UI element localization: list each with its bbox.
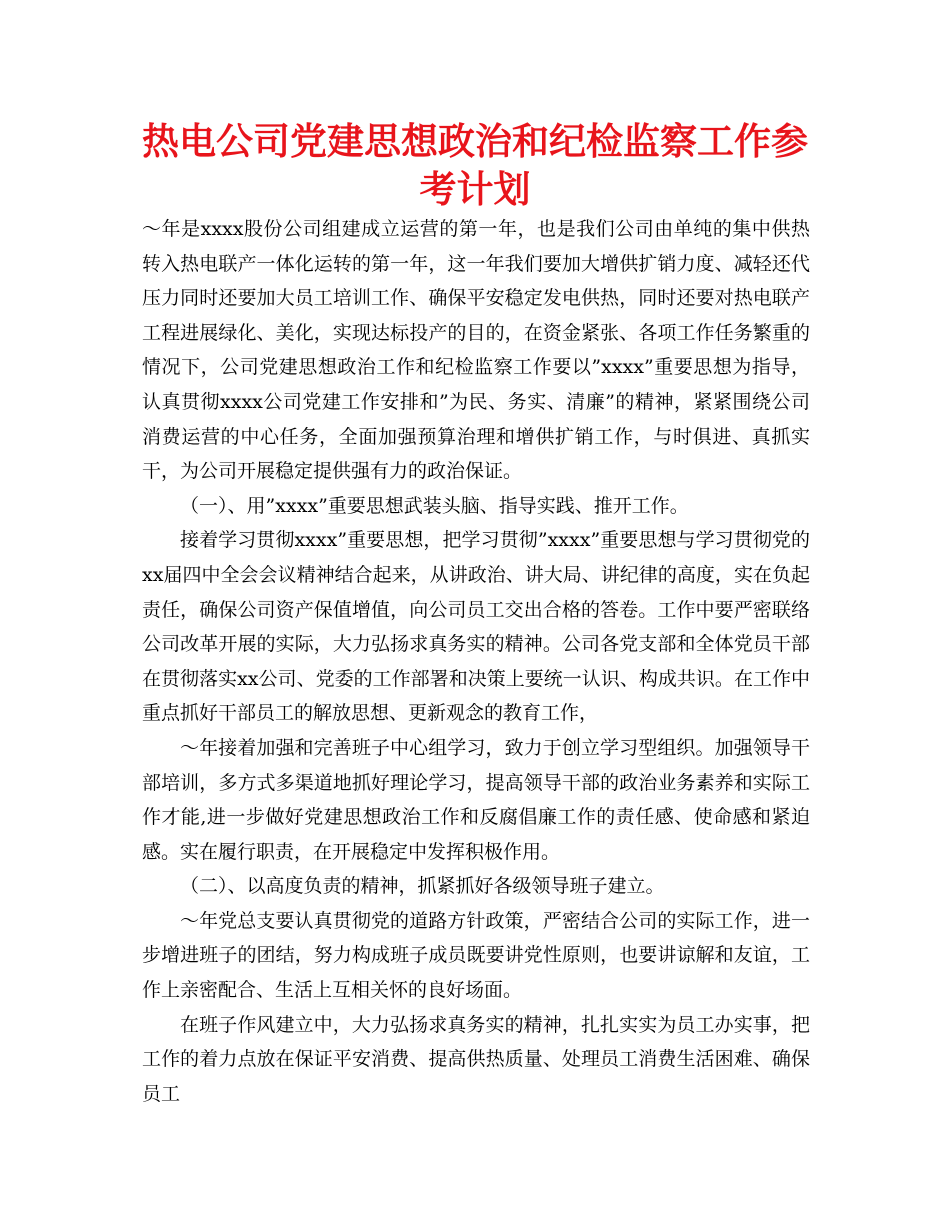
section-heading-2: （二）、以高度负责的精神，抓紧抓好各级领导班子建立。 <box>180 875 665 898</box>
paragraph: ～年接着加强和完善班子中心组学习，致力于创立学习型组织。加强领导干部培训，多方式多渠道地抓好理论学习，提高领导干部的政治业务素养和实际工作才能,进一步做好党建思想政治工作和反腐倡廉工作的责任感、使命感和紧迫感。实在履行职责，在开展稳定中发挥积极作用。 <box>142 736 810 863</box>
paragraph: ～年是xxxx股份公司组建成立运营的第一年，也是我们公司由单纯的集中供热转入热电联产一体化运转的第一年，这一年我们要加大增供扩销力度、减轻还代压力同时还要加大员工培训工作、确保平安稳定发电供热，同时还要对热电联产工程进展绿化、美化，实现达标投产的目的，在资金紧张、各项工作任务繁重的情况下，公司党建思想政治工作和纪检监察工作要以”xxxx”重要思想为指导，认真贯彻xxxx公司党建工作安排和”为民、务实、清廉”的精神，紧紧围绕公司消费运营的中心任务，全面加强预算治理和增供扩销工作，与时俱进、真抓实干，为公司开展稳定提供强有力的政治保证。 <box>142 218 810 483</box>
section-heading-1: （一）、用”xxxx”重要思想武装头脑、指导实践、推开工作。 <box>180 494 689 517</box>
paragraph: 接着学习贯彻xxxx”重要思想，把学习贯彻”xxxx”重要思想与学习贯彻党的xx届四中全会会议精神结合起来，从讲政治、讲大局、讲纪律的高度，实在负起责任，确保公司资产保值增值，向公司员工交出合格的答卷。工作中要严密联络公司改革开展的实际，大力弘扬求真务实的精神。公司各党支部和全体党员干部在贯彻落实xx公司、党委的工作部署和决策上要统一认识、构成共识。在工作中重点抓好干部员工的解放思想、更新观念的教育工作， <box>142 529 810 725</box>
paragraph: ～年党总支要认真贯彻党的道路方针政策，严密结合公司的实际工作，进一步增进班子的团结，努力构成班子成员既要讲党性原则，也要讲谅解和友谊，工作上亲密配合、生活上互相关怀的良好场面。 <box>142 909 810 1002</box>
paragraph: 在班子作风建立中，大力弘扬求真务实的精神，扎扎实实为员工办实事，把工作的着力点放在保证平安消费、提高供热质量、处理员工消费生活困难、确保员工 <box>142 1013 810 1105</box>
document-body <box>142 212 810 1111</box>
document-title: 热电公司党建思想政治和纪检监察工作参考计划 <box>142 120 808 211</box>
